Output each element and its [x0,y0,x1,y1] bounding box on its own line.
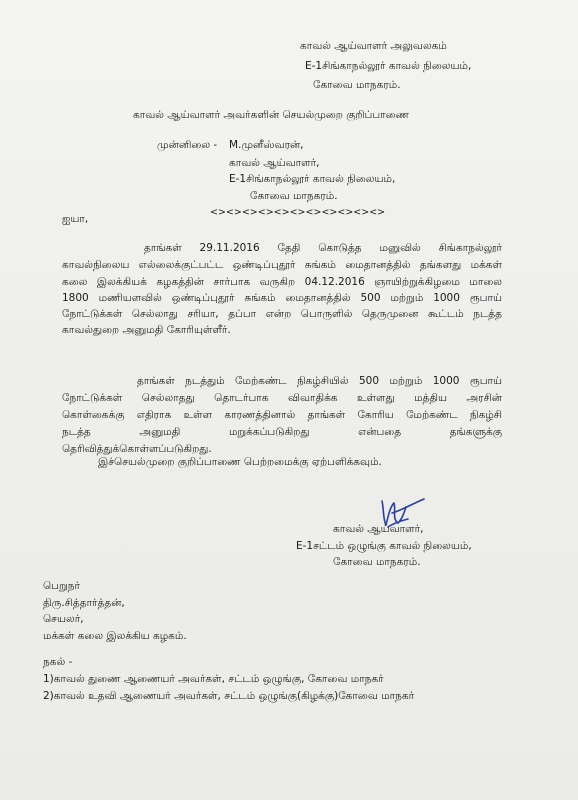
divider: <><><><><><><><><><><> [210,207,386,218]
officer-station: E-1சிங்காநல்லூர் காவல் நிலையம், [229,173,396,185]
office-station: E-1சிங்காநல்லூர் காவல் நிலையம், [305,60,472,72]
officer-name: M.முனீஸ்வரன், [229,139,304,151]
signatory-station: E-1சட்டம் ஒழுங்கு காவல் நிலையம், [296,540,472,552]
para1-line: கலை இலக்கியக் கழகத்தின் சார்பாக வருகிற 04.12.2016 ஞாயிற்றுக்கிழமை மாலை [62,276,502,288]
para1-line: காவல்நிலைய எல்லைக்குட்பட்ட ஒண்டிப்புதூர் சுங்கம் மைதானத்தில் தங்களது மக்கள் [62,259,502,271]
para1-line: காவல்துறை அனுமதி கோரியுள்ளீர். [62,324,231,336]
office-city: கோவை மாநகரம். [313,79,401,91]
recipient-label: பெறுநர் [43,580,80,592]
signatory-designation: காவல் ஆய்வாளர், [333,523,424,535]
recipient-org: மக்கள் கலை இலக்கிய கழகம். [43,630,187,642]
para1-line: நோட்டுக்கள் செல்லாது சரியா, தப்பா என்ற பொருளில் தெருமுனை கூட்டம் நடத்த [62,308,502,320]
para2-line: தாங்கள் நடத்தும் மேற்கண்ட நிகழ்சியில் 500 மற்றும் 1000 ரூபாய் [137,375,502,387]
recipient-role: செயலர், [43,613,84,625]
para2-line: நடத்த அனுமதி மறுக்கப்படுகிறது என்பதை தங்களுக்கு [62,426,502,438]
para1-line: 1800 மணியளவில் ஒண்டிப்புதூர் சுங்கம் மைதானத்தில் 500 மற்றும் 1000 ரூபாய் [62,292,502,304]
copy-item: 2)காவல் உதவி ஆணையர் அவர்கள், சட்டம் ஒழுங்கு(கிழக்கு)கோவை மாநகர் [43,690,415,702]
officer-city: கோவை மாநகரம். [250,190,338,202]
office-name: காவல் ஆய்வாளர் அலுவலகம் [300,40,447,52]
para1-line: தாங்கள் 29.11.2016 தேதி கொடுத்த மனுவில் சிங்காநல்லூர் [144,242,502,254]
copy-item: 1)காவல் துணை ஆணையர் அவர்கள், சட்டம் ஒழுங்கு, கோவை மாநகர் [43,673,384,685]
para2-line: நோட்டுக்கள் செல்லாதது தொடர்பாக விவாதிக்க உள்ளது மத்திய அரசின் [62,392,502,404]
salutation: ஐயா, [62,213,89,225]
memo-title: காவல் ஆய்வாளர் அவர்களின் செயல்முறை குறிப்பாணை [133,109,409,121]
acknowledgement: இச்செயல்முறை குறிப்பாணை பெற்றமைக்கு ஏற்பளிக்கவும். [98,456,382,468]
para2-line: கொள்கைக்கு எதிராக உள்ள காரணத்தினால் தாங்கள் கோரிய மேற்கண்ட நிகழ்சி [62,409,502,421]
officer-designation: காவல் ஆய்வாளர், [229,157,320,169]
para2-line: தெரிவித்துக்கொள்ளப்படுகிறது. [62,443,212,455]
before-label: முன்னிலை - [157,139,218,151]
copy-label: நகல் - [43,656,73,668]
recipient-name: திரு.சித்தார்த்தன், [43,597,125,609]
signatory-city: கோவை மாநகரம். [333,556,421,568]
